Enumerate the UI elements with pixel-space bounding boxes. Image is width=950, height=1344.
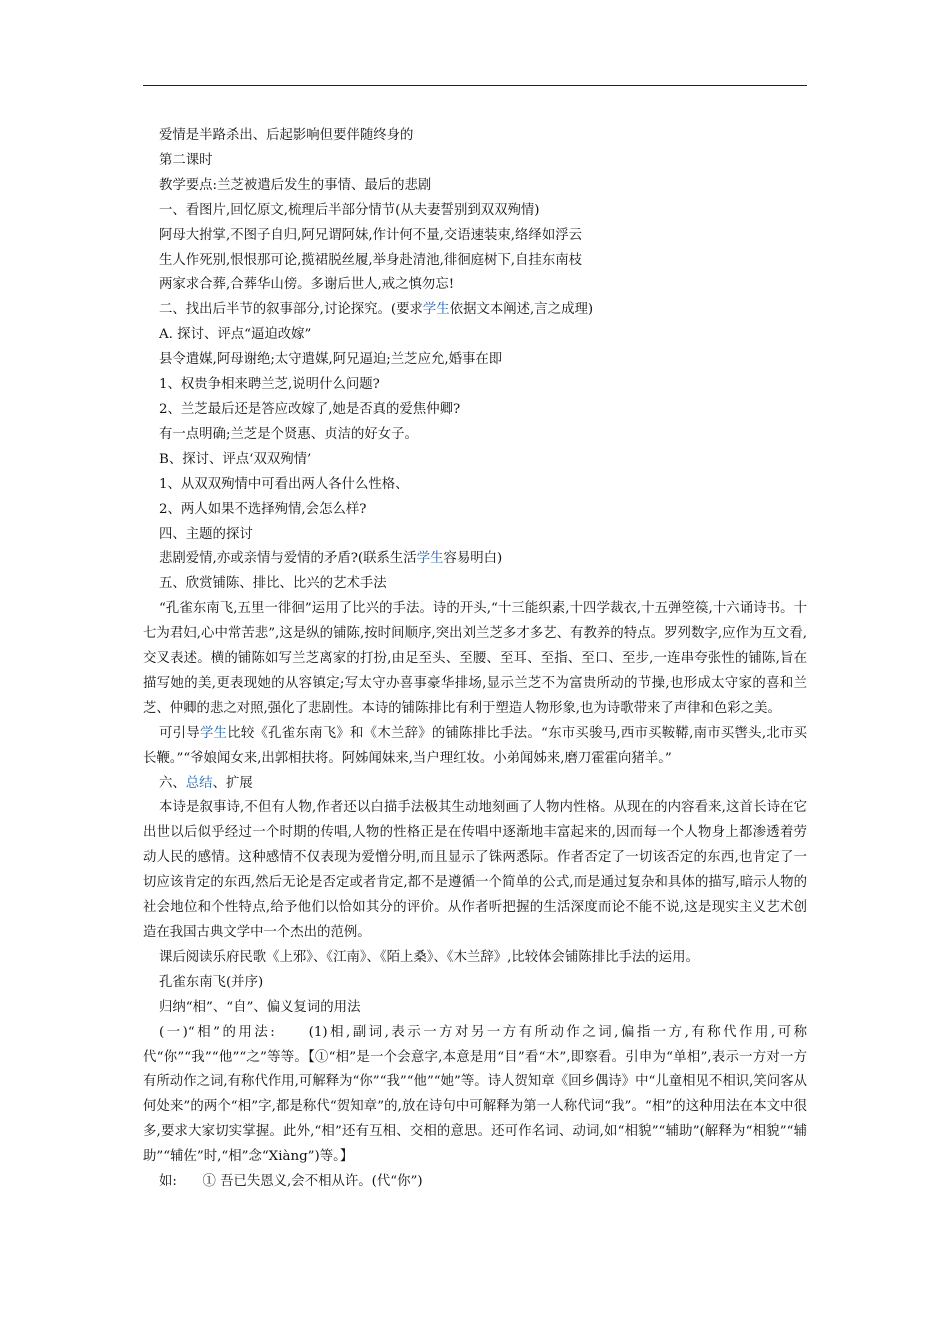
section-heading: [143, 298, 807, 323]
lesson-heading: 第二课时: [159, 152, 213, 168]
text-line: 1、从双双殉情中可看出两人各什么性格、: [159, 476, 409, 492]
text-line: [143, 547, 807, 572]
text-line: 2、两人如果不选择殉情,会怎么样?: [159, 501, 367, 517]
text-line: 归纳“相”、“自”、偏义复词的用法: [159, 999, 361, 1015]
text-line: 两家求合葬,合葬华山傍。多谢后世人,戒之慎勿忘!: [159, 277, 455, 293]
text-segment: 可引导: [159, 725, 200, 741]
paragraph: 本诗是叙事诗,不但有人物,作者还以白描手法极其生动地刻画了人物内性格。从现在的内容看来,这首长诗在它出世以后似乎经过一个时期的传唱,人物的性格正是在传唱中逐渐地丰富起来的,因而每一个人物身上都渗透着劳动人民的感情。这种感情不仅表现为爱憎分明,而且显示了铢两悉际。作者否定了一切该否定的东西,也肯定了一切应该肯定的东西,然后无论是否定或者肯定,都不是遵循一个简单的公式,而是通过复杂和具体的描写,暗示人物的社会地位和个性特点,给予他们以恰如其分的评价。从作者听把握的生活深度而论不能不说,这是现实主义艺术创造在我国古典文学中一个杰出的范例。: [143, 800, 807, 940]
text-line: 爱情是半路杀出、后起影响但要伴随终身的: [159, 128, 414, 143]
student-link[interactable]: 学生: [422, 302, 450, 318]
document-body: [143, 124, 807, 1195]
section-heading: 四、主题的探讨: [159, 526, 253, 542]
section-heading: 五、欣赏铺陈、排比、比兴的艺术手法: [159, 576, 387, 592]
text-line: 生人作死别,恨恨那可论,揽裙脱丝履,举身赴清池,徘徊庭树下,自挂东南枝: [159, 252, 582, 268]
header-rule: [143, 85, 807, 86]
text-segment: 比较《孔雀东南飞》和《木兰辞》的铺陈排比手法。“东市买骏马,西市买鞍鞯,南市买辔头,北市买长鞭。”“爷娘闻女来,出郭相扶将。阿姊闻妹来,当户理红妆。小弟闻姊来,磨刀霍霍向猪羊。”: [143, 725, 808, 766]
section-heading: 一、看图片,回忆原文,梳理后半部分情节(从夫妻誓别到双双殉情): [159, 202, 540, 218]
text-line: 阿母大拊掌,不图子自归,阿兄谓阿妹,作计何不量,交语速装束,络绎如浮云: [159, 227, 582, 243]
section-heading: [143, 772, 807, 797]
text-segment: 、扩展: [212, 775, 253, 791]
text-line: A. 探讨、评点“逼迫改嫁”: [159, 327, 312, 343]
text-segment: 悲剧爱情,亦或亲情与爱情的矛盾?(联系生活: [159, 551, 417, 567]
paragraph: “孔雀东南飞,五里一徘徊”运用了比兴的手法。诗的开头,“十三能织素,十四学裁衣,十五弹箜篌,十六诵诗书。十七为君妇,心中常苦悲”,这是纵的铺陈,按时间顺序,突出刘兰芝多才多艺、有教养的特点。罗列数字,应作为互文看,交叉表述。横的铺陈如写兰芝离家的打扮,由足至头、至腰、至耳、至指、至口、至步,一连串夸张性的铺陈,旨在描写她的美,更表现她的从容镇定;写太守办喜事豪华排场,显示兰芝不为富贵所动的节操,也形成太守家的喜和兰芝、仲卿的悲之对照,强化了悲剧性。本诗的铺陈排比有利于塑造人物形象,也为诗歌带来了声律和色彩之美。: [143, 601, 807, 716]
paragraph: [143, 722, 807, 772]
text-line: 孔雀东南飞(并序): [159, 974, 264, 990]
text-line: 1、权贵争相来聘兰芝,说明什么问题?: [159, 377, 380, 393]
text-line: 县令遣媒,阿母谢绝;太守遣媒,阿兄逼迫;兰芝应允,婚事在即: [159, 352, 503, 368]
text-segment: 二、找出后半节的叙事部分,讨论探究。(要求: [159, 302, 423, 318]
text-line: B、探讨、评点‘双双殉情’: [159, 451, 312, 467]
text-segment: 依据文本阐述,言之成理): [449, 302, 594, 318]
paragraph: (一)“相”的用法: (1)相,副词,表示一方对另一方有所动作之词,偏指一方,有称代作用,可称代“你”“我”“他”“之”等等。【①“相”是一个会意字,本意是用“目”看“木”,即察看。引申为“单相”,表示一方对一方有所动作之词,有称代作用,可解释为“你”“我”“他”“她”等。诗人贺知章《回乡偶诗》中“儿童相见不相识,笑问客从何处来”的两个“相”字,都是称代“贺知章”的,放在诗句中可解释为第一人称代词“我”。“相”的这种用法在本文中很多,要求大家切实掌握。此外,“相”还有互相、交相的意思。还可作名词、动词,如“相貌”“辅助”(解释为“相貌”“辅助”“辅佐”时,“相”念“Xiàng”)等。】: [143, 1024, 807, 1165]
text-line: 教学要点:兰芝被遣后发生的事情、最后的悲剧: [159, 177, 432, 193]
student-link[interactable]: 学生: [416, 551, 444, 567]
student-link[interactable]: 学生: [199, 725, 228, 741]
summary-link[interactable]: 总结: [185, 775, 213, 791]
text-line: 2、兰芝最后还是答应改嫁了,她是否真的爱焦仲卿?: [159, 401, 461, 417]
example-line: 如: ① 吾已失恩义,会不相从许。(代“你”): [159, 1174, 423, 1190]
text-line: 有一点明确;兰芝是个贤惠、贞洁的好女子。: [159, 426, 418, 442]
paragraph: 课后阅读乐府民歌《上邪》、《江南》、《陌上桑》、《木兰辞》,比较体会铺陈排比手法的运用。: [159, 949, 699, 965]
text-segment: 容易明白): [443, 551, 503, 567]
text-segment: 六、: [159, 775, 186, 791]
